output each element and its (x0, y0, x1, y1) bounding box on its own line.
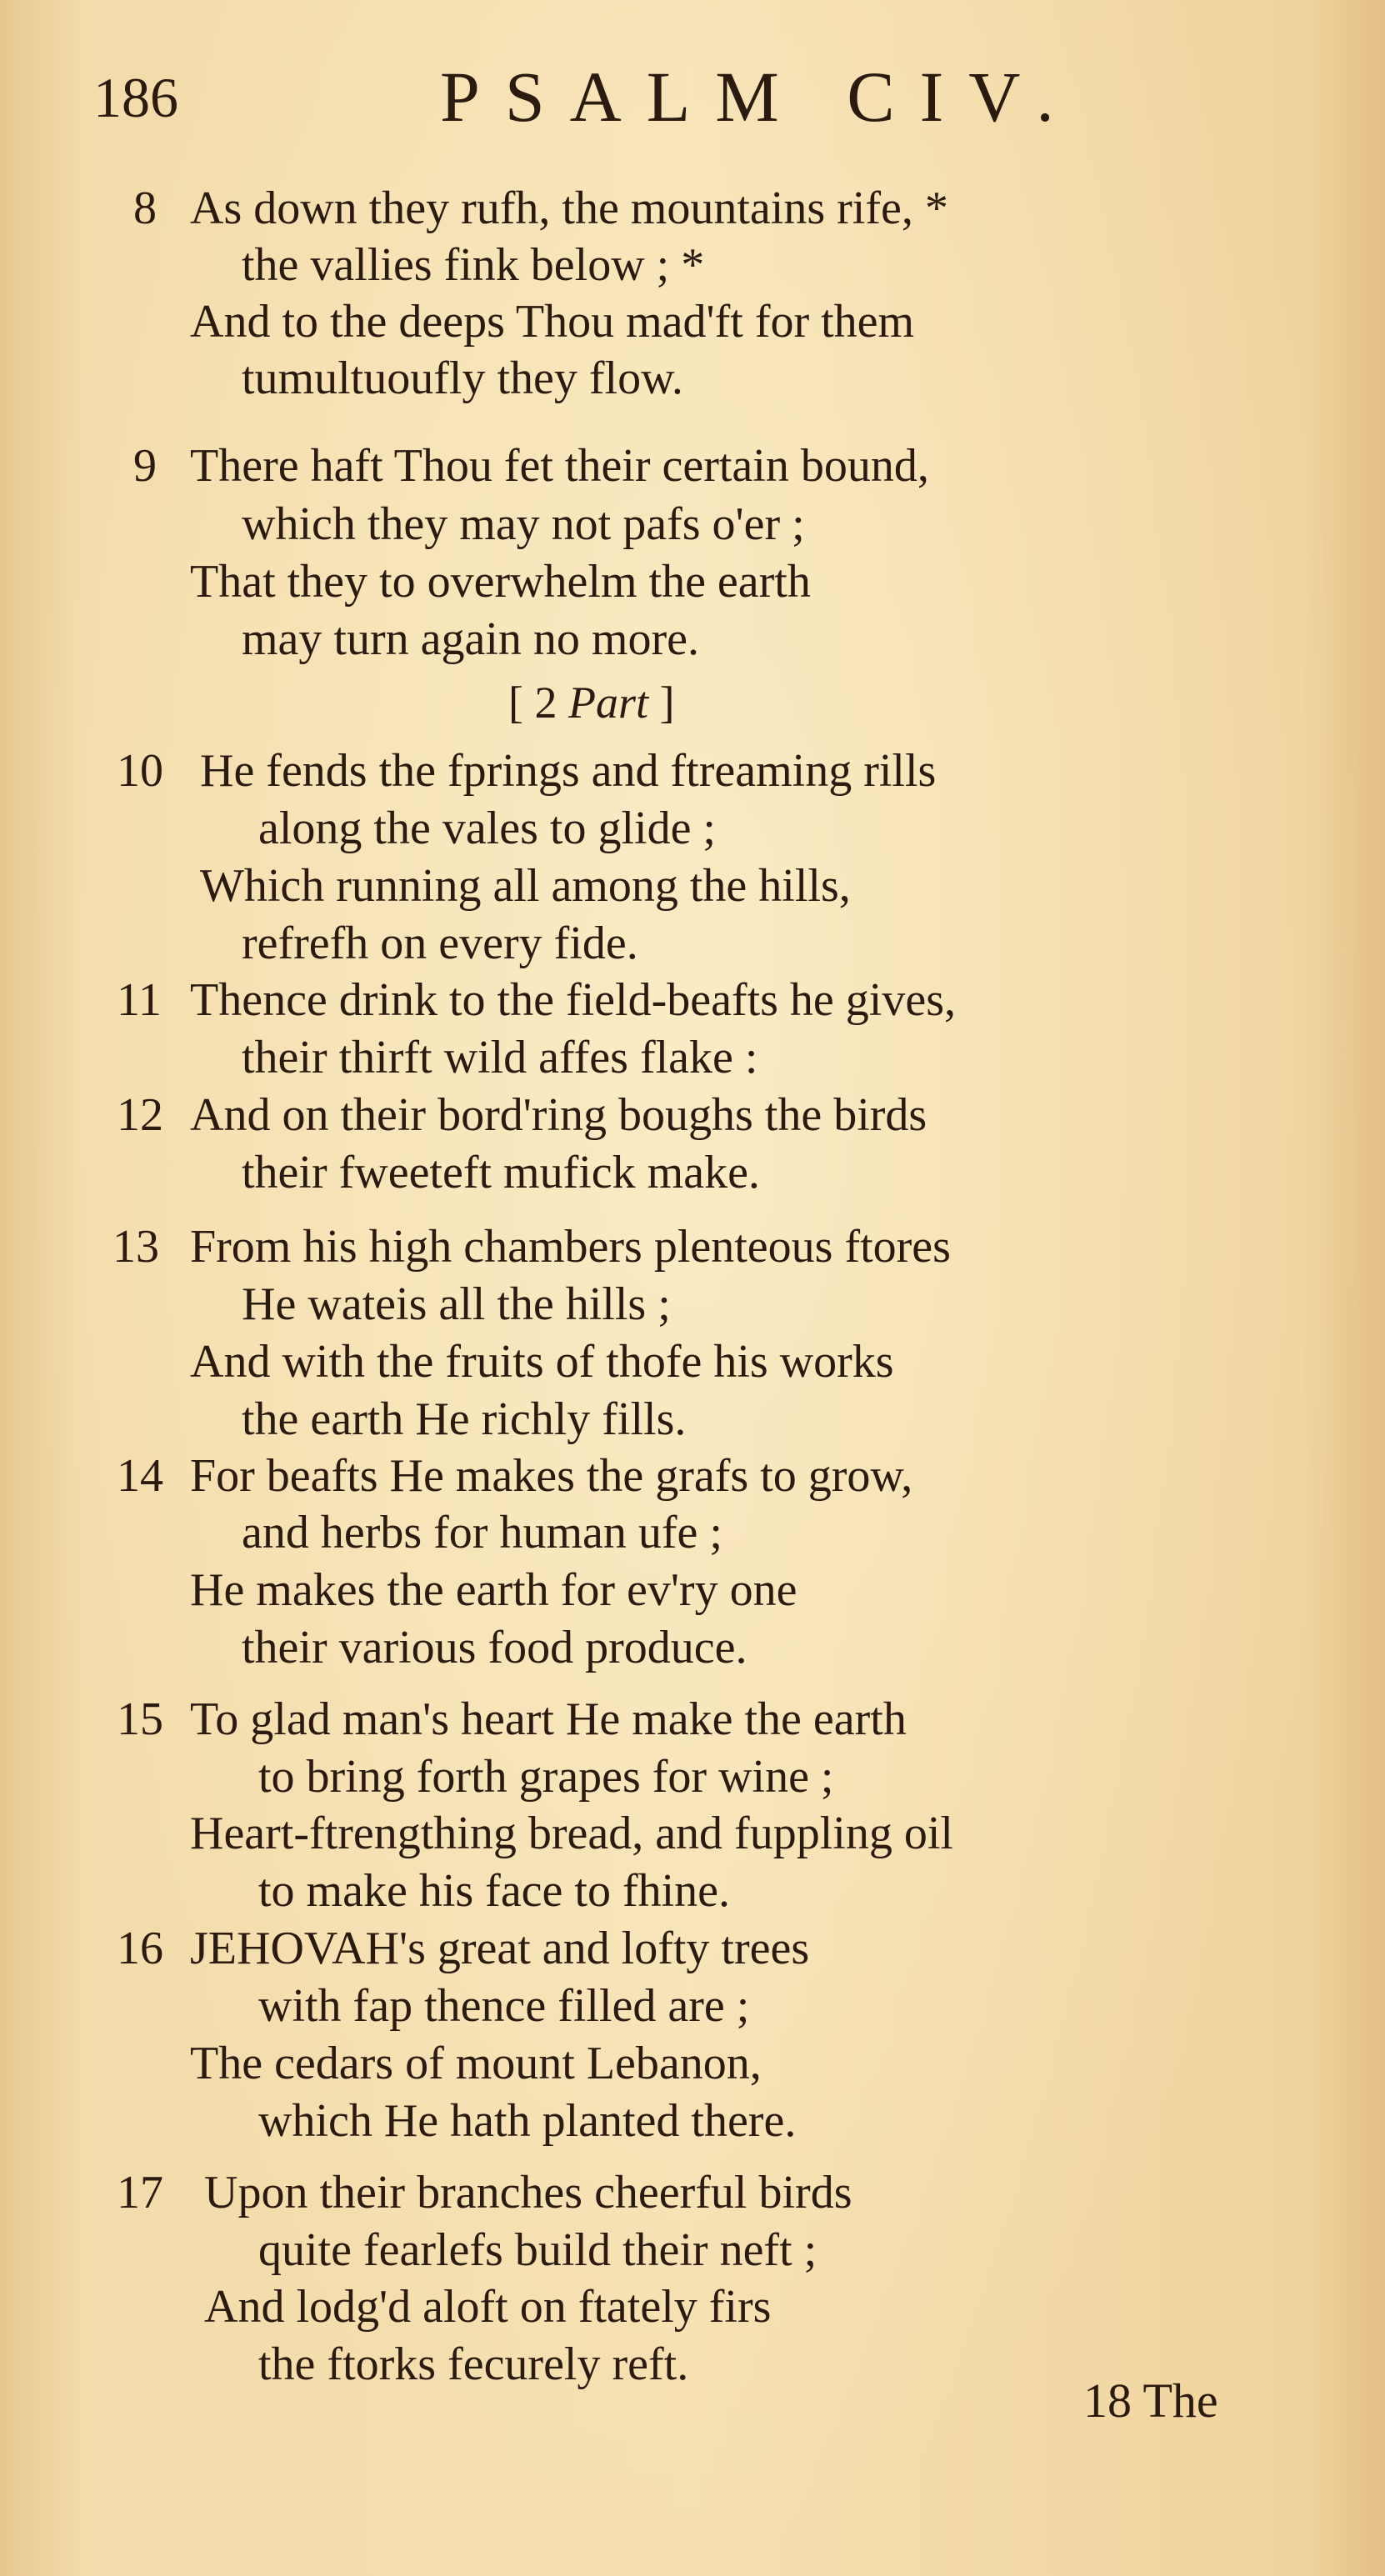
verse-line: to bring forth grapes for wine ; (258, 1751, 834, 1803)
section-heading (508, 677, 674, 728)
bracket-open: [ (508, 678, 523, 728)
verse-number: 12 (117, 1089, 163, 1141)
verse-number: 15 (117, 1693, 163, 1745)
verse-line: refrefh on every fide. (242, 918, 638, 969)
verse-line: quite fearlefs build their neft ; (258, 2224, 818, 2276)
verse-line: And to the deeps Thou mad'ft for them (190, 296, 915, 348)
verse-line: and herbs for human ufe ; (242, 1507, 722, 1558)
verse-number: 14 (117, 1450, 163, 1502)
verse-line: their fweeteft mufick make. (242, 1147, 760, 1198)
part-number: 2 (534, 678, 558, 728)
verse-number: 17 (117, 2167, 163, 2218)
verse-line: For beafts He makes the grafs to grow, (190, 1450, 913, 1502)
verse-line: along the vales to glide ; (258, 803, 716, 854)
verse-line: And lodg'd aloft on ftately firs (204, 2281, 772, 2333)
page-header (0, 48, 1385, 148)
verse-line: with fap thence filled are ; (258, 1980, 750, 2032)
verse-line: He makes the earth for ev'ry one (190, 1564, 798, 1616)
verse-number: 11 (117, 974, 162, 1026)
verse-line: He fends the fprings and ftreaming rills (200, 745, 937, 797)
verse-line: As down they rufh, the mountains rife, * (190, 183, 948, 234)
verse-line: which they may not pafs o'er ; (242, 498, 805, 550)
verse-line: There haft Thou fet their certain bound, (190, 440, 929, 492)
verse-number: 10 (117, 745, 163, 797)
verse-line: tumultuoufly they flow. (242, 353, 683, 404)
verse-line: Heart-ftrengthing bread, and fuppling oil (190, 1808, 953, 1859)
verse-line: the earth He richly fills. (242, 1393, 687, 1445)
verse-line: which He hath planted there. (258, 2095, 797, 2147)
verse-number: 13 (112, 1221, 159, 1273)
verse-line: To glad man's heart He make the earth (190, 1693, 907, 1745)
verse-number: 8 (133, 183, 157, 234)
verse-line: The cedars of mount Lebanon, (190, 2038, 762, 2089)
verse-line: their thirft wild affes flake : (242, 1032, 758, 1083)
page-number: 186 (93, 66, 178, 129)
verse-line: And on their bord'ring boughs the birds (190, 1089, 928, 1141)
verse-line: Upon their branches cheerful birds (204, 2167, 852, 2218)
verse-number: 16 (117, 1923, 163, 1974)
catchword: 18 The (1083, 2373, 1218, 2428)
verse-line: may turn again no more. (242, 613, 699, 665)
verse-line: the vallies fink below ; * (242, 239, 705, 291)
part-label: Part (568, 678, 648, 728)
verse-line: Which running all among the hills, (200, 860, 851, 912)
verse-line: He wateis all the hills ; (242, 1278, 671, 1330)
bracket-close: ] (659, 678, 675, 728)
verse-line: From his high chambers plenteous ftores (190, 1221, 951, 1273)
verse-line: And with the fruits of thofe his works (190, 1336, 894, 1388)
verse-number: 9 (133, 440, 157, 492)
verse-line: the ftorks fecurely reft. (258, 2338, 689, 2390)
running-title: PSALM CIV. (440, 57, 1079, 137)
verse-line: That they to overwhelm the earth (190, 556, 811, 608)
verse-line: to make his face to fhine. (258, 1865, 731, 1917)
verse-line: their various food produce. (242, 1622, 748, 1673)
verse-line: Thence drink to the field-beafts he gives, (190, 974, 956, 1026)
verse-line: JEHOVAH's great and lofty trees (190, 1923, 810, 1974)
